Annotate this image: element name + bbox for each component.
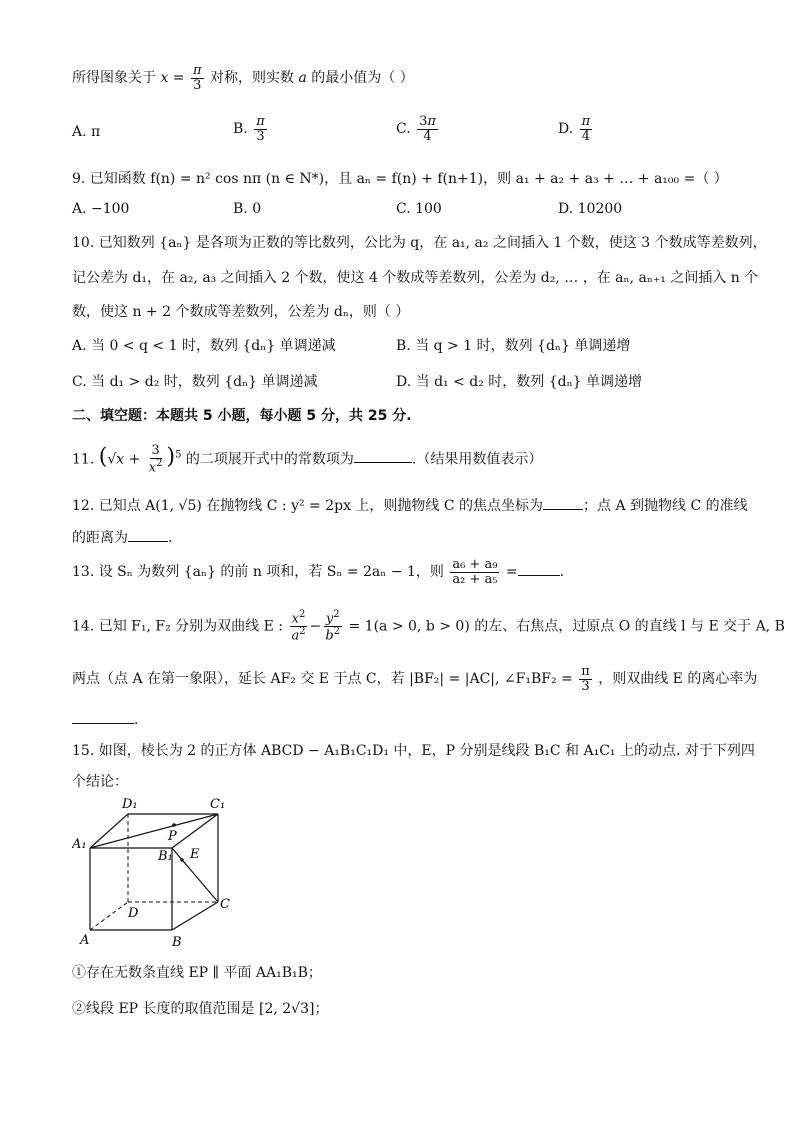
q12-stem-line2: 的距离为 . (72, 530, 173, 546)
q10-option-c: C. 当 d₁ > d₂ 时，数列 {dₙ} 单调递减 (72, 374, 318, 390)
q9-option-b: B. 0 (233, 201, 262, 217)
section-heading: 二、填空题：本题共 5 小题，每小题 5 分，共 25 分. (72, 408, 412, 424)
q11-stem: 11. (√x + $\frac{3}{x^2}$ )$^5$ 的二项展开式中的常数项为 .（结果用数值表示） (72, 443, 543, 475)
q9-option-d: D. 10200 (558, 201, 623, 217)
q13-stem: 13. 设 Sₙ 为数列 {aₙ} 的前 n 项和，若 Sₙ = 2aₙ − 1，则 $\frac{\text{a₆ + a₉}}{\text{a₂ + a₅}}$ = . (72, 557, 565, 587)
q10-stem-line3: 数，使这 n + 2 个数成等差数列，公差为 dₙ，则（ ） (72, 304, 410, 320)
q8-option-b: B. $\frac{\pi}{3}$ (233, 114, 265, 144)
q10-option-b: B. 当 q > 1 时，数列 {dₙ} 单调递增 (396, 338, 631, 354)
q8-option-c: C. $\frac{3\pi}{4}$ (396, 114, 436, 144)
label-d1: D₁ (122, 797, 138, 812)
label-a1: A₁ (72, 837, 87, 852)
conclusion-2: ②线段 EP 长度的取值范围是 [2, 2√3]； (72, 1001, 329, 1017)
label-d: D (128, 906, 139, 921)
label-b1: B₁ (158, 849, 173, 864)
q14-stem-line2: 两点（点 A 在第一象限），延长 AF₂ 交 E 于点 C，若 |BF₂| = |AC|, ∠F₁BF₂ = $\frac{\pi}{3}$ ，则双曲线 E 的离心率为 (72, 664, 758, 694)
q8-option-a: A. π (72, 124, 101, 140)
q14-answer-blank: . (72, 712, 138, 728)
q10-option-d: D. 当 d₁ < d₂ 时，数列 {dₙ} 单调递增 (396, 374, 643, 390)
label-p: P (168, 829, 177, 844)
q9-option-c: C. 100 (396, 201, 442, 217)
edge-bc (172, 902, 218, 930)
label-c: C (220, 897, 230, 912)
point-e (180, 858, 184, 862)
label-c1: C₁ (210, 797, 226, 812)
q9-option-a: A. −100 (72, 201, 130, 217)
edge-b1c1 (172, 814, 218, 848)
cube-figure (72, 790, 252, 955)
label-a: A (80, 933, 90, 948)
conclusion-1: ①存在无数条直线 EP ∥ 平面 AA₁B₁B； (72, 965, 322, 981)
label-b: B (172, 935, 182, 950)
point-p (172, 823, 176, 827)
label-e: E (190, 847, 200, 862)
q8-option-d: D. $\frac{\pi}{4}$ (558, 114, 591, 144)
q9-stem: 9. 已知函数 f(n) = n² cos nπ (n ∈ N*)，且 aₙ = f(n) + f(n+1)，则 a₁ + a₂ + a₃ + … + a₁₀₀ =（ ） (72, 171, 728, 187)
q15-stem-line1: 15. 如图，棱长为 2 的正方体 ABCD − A₁B₁C₁D₁ 中，E，P 分别是线段 B₁C 和 A₁C₁ 上的动点. 对于下列四 (72, 743, 755, 759)
q14-stem-line1: 14. 已知 F₁, F₂ 分别为双曲线 E : $\frac{x^2}{a^2}$ − $\frac{y^2}{b^2}$ = 1(a > 0, b > 0) 的左、右焦点，过原点 O 的直线 l 与 E 交于 A, B (72, 609, 785, 644)
q10-stem-line1: 10. 已知数列 {aₙ} 是各项为正数的等比数列，公比为 q，在 a₁, a₂ 之间插入 1 个数，使这 3 个数成等差数列， (72, 235, 767, 251)
q8-stem: 所得图象关于 x = $\frac{\pi}{3}$ 对称，则实数 a 的最小值为（ ） (72, 63, 414, 93)
q10-stem-line2: 记公差为 d₁，在 a₂, a₃ 之间插入 2 个数，使这 4 个数成等差数列，公差为 d₂, … ，在 aₙ, aₙ₊₁ 之间插入 n 个 (72, 270, 759, 286)
q15-stem-line2: 个结论： (72, 774, 128, 790)
q10-option-a: A. 当 0 < q < 1 时，数列 {dₙ} 单调递减 (72, 338, 336, 354)
hidden-edge-ad (90, 902, 128, 930)
q12-stem-line1: 12. 已知点 A(1, √5) 在抛物线 C : y² = 2px 上，则抛物线 C 的焦点坐标为 ；点 A 到抛物线 C 的准线 (72, 498, 748, 514)
